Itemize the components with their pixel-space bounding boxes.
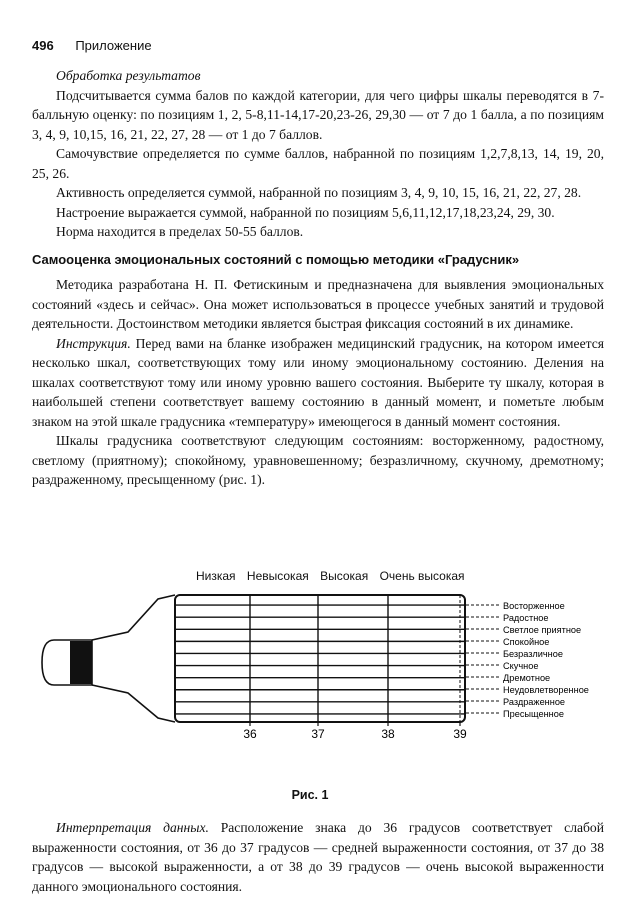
level-heading: Невысокая: [246, 569, 309, 583]
page-header: [32, 38, 152, 53]
tick-labels: [243, 727, 467, 741]
results-paragraph: Настроение выражается суммой, набранной по позициям 5,6,11,12,17,18,23,24, 29, 30.: [56, 204, 555, 220]
instruction-paragraph: [32, 334, 604, 432]
state-labels: [503, 601, 589, 719]
instruction-label: Инструкция.: [56, 335, 131, 351]
tick-label: 39: [453, 727, 467, 741]
scale-body: [175, 595, 465, 722]
page-number: 496: [32, 38, 54, 53]
tick-label: 38: [381, 727, 395, 741]
tick-label: 36: [243, 727, 257, 741]
neck-outline-top: [92, 595, 175, 640]
interpretation-text: Расположение знака до 36 градусов соответствует слабой выраженности состояния, от 36 до 37 градусов — средней выраженности состояния, от 37 до 38 градусов — высокой выраженности, а от 38 до 39 градусов — очень высокой выраженности данного эмоционального состояния.: [32, 820, 604, 894]
state-label: Спокойное: [503, 637, 550, 647]
interpretation-block: [32, 818, 604, 896]
level-headings: [196, 569, 473, 583]
state-label: Безразличное: [503, 649, 563, 659]
state-label: Восторженное: [503, 601, 565, 611]
results-paragraph: Подсчитывается сумма балов по каждой категории, для чего цифры шкалы переводятся в 7-балльную оценку: по позициям 1, 2, 5-8,11-14,17-20,23-26, 29,30 — от 7 до 1 балла, а по позициям 3, 4, 9, 10,15, 16, 21, 22, 27, 28 — от 1 до 7 баллов.: [32, 87, 604, 142]
state-label: Светлое приятное: [503, 625, 582, 635]
neck-outline-bottom: [92, 685, 175, 722]
mercury-fill: [70, 641, 92, 684]
level-heading: Высокая: [320, 569, 369, 583]
level-heading: Очень высокая: [379, 569, 465, 583]
state-label: Раздраженное: [503, 697, 566, 707]
section-title: Самооценка эмоциональных состояний с помощью методики «Градусник»: [32, 251, 520, 267]
state-label: Радостное: [503, 613, 549, 623]
figure-caption: Рис. 1: [291, 788, 329, 802]
level-heading: Низкая: [196, 569, 236, 583]
scales-paragraph: Шкалы градусника соответствуют следующим состояниям: восторженному, радостному, светлому (приятному); спокойному, уравновешенному; безразличному, скучному, дремотному; раздраженному, пресыщенному (рис. 1).: [32, 433, 604, 487]
interpretation-label: Интерпретация данных.: [56, 820, 209, 835]
main-text: [32, 66, 604, 490]
running-head: Приложение: [75, 38, 152, 53]
tick-label: 37: [311, 727, 325, 741]
results-paragraph: Активность определяется суммой, набранной по позициям 3, 4, 9, 10, 15, 16, 21, 22, 27, 28.: [56, 185, 582, 200]
state-label: Дремотное: [503, 673, 551, 683]
results-title: Обработка результатов: [56, 68, 201, 83]
results-paragraph: Норма находится в пределах 50-55 баллов.: [56, 224, 304, 239]
results-paragraph: Самочувствие определяется по сумме баллов, набранной по позициям 1,2,7,8,13, 14, 19, 20, 25, 26.: [32, 146, 604, 181]
state-label: Скучное: [503, 661, 539, 671]
thermometer-figure: [0, 590, 620, 790]
state-label: Неудовлетворенное: [503, 685, 589, 695]
interpretation-paragraph: [32, 818, 604, 896]
section-intro: Методика разработана Н. П. Фетискиным и предназначена для выявления эмоциональных состояний «здесь и сейчас». Она может использоваться в процессе учебных занятий и трудовой деятельности. Достоинством методики является быстрая фиксация состояний в их динамике.: [32, 277, 604, 331]
state-label: Пресыщенное: [503, 709, 564, 719]
instruction-text: Перед вами на бланке изображен медицинский градусник, на котором имеется несколько шкал, соответствующих тому или иному эмоциональному состоянию. Деления на шкалах соответствуют тому или иному уровню вашего состояния. Выберите ту шкалу, которая в наибольшей степени соответствует вашему состоянию в данный момент, и пометьте любым знаком на этой шкале градусника «температуру» имеющегося в данный момент состояния.: [32, 335, 604, 429]
